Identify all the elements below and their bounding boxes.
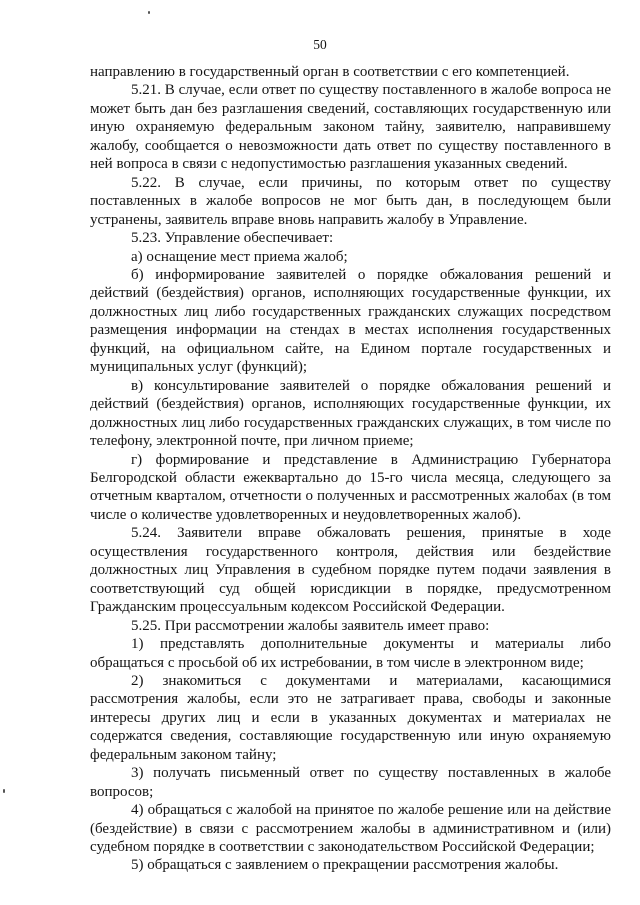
paragraph-5-23-a: а) оснащение мест приема жалоб; xyxy=(131,248,348,265)
paragraph-5-24: 5.24. Заявители вправе обжаловать решения, принятые в ходе осуществления государственного контроля, действия или бездействие должностных лиц Управления в судебном порядке путем подачи заявления в соответствующий суд общей юрисдикции в порядке, предусмотренном Гражданским процессуальным кодексом Российской Федерации. xyxy=(90,525,611,616)
paragraph-5-25-1: 1) представлять дополнительные документы и материалы либо обращаться с просьбой об их истребовании, в том числе в электронном виде; xyxy=(90,636,611,671)
paragraph-5-25-3: 3) получать письменный ответ по существу поставленных в жалобе вопросов; xyxy=(90,765,611,800)
paragraph-5-21: 5.21. В случае, если ответ по существу поставленного в жалобе вопроса не может быть дан без разглашения сведений, составляющих государственную или иную охраняемую федеральным законом тайну, заявителю, направившему жалобу, сообщается о невозможности дать ответ по существу поставленного в ней вопроса в связи с недопустимостью разглашения указанных сведений. xyxy=(90,82,611,173)
scan-speck-top xyxy=(148,11,150,14)
paragraph-5-25: 5.25. При рассмотрении жалобы заявитель имеет право: xyxy=(131,617,490,634)
paragraph-5-22: 5.22. В случае, если причины, по которым ответ по существу поставленных в жалобе вопросов не мог быть дан, в последующем были устранены, заявитель вправе вновь направить жалобу в Управление. xyxy=(90,174,611,228)
paragraph-5-25-2: 2) знакомиться с документами и материалами, касающимися рассмотрения жалобы, если это не затрагивает права, свободы и законные интересы других лиц и если в указанных документах и материалах не содержатся сведения, составляющие государственную или иную охраняемую федеральным законом тайну; xyxy=(90,672,611,763)
paragraph-5-23-v: в) консультирование заявителей о порядке обжалования решений и действий (бездействия) органов, исполняющих государственные функции, их должностных лиц либо государственных гражданских служащих, в том числе по телефону, электронной почте, при личном приеме; xyxy=(90,377,611,450)
paragraph-5-23-b: б) информирование заявителей о порядке обжалования решений и действий (бездействия) органов, исполняющих государственные функции, их должностных лиц либо государственных гражданских служащих посредством размещения информации на стендах в местах исполнения государственных функций, на официальном сайте, на Едином портале государственных и муниципальных услуг (функций); xyxy=(90,266,611,376)
document-body xyxy=(90,63,611,875)
scan-speck-left xyxy=(3,789,5,793)
paragraph-5-25-4: 4) обращаться с жалобой на принятое по жалобе решение или на действие (бездействие) в связи с рассмотрением жалобы в административном и (или) судебном порядке в соответствии с законодательством Российской Федерации; xyxy=(90,802,611,856)
page-number: 50 xyxy=(313,37,327,52)
paragraph-5-23-g: г) формирование и представление в Администрацию Губернатора Белгородской области ежеквартально до 15-го числа месяца, следующего за отчетным кварталом, отчетности о полученных и рассмотренных жалобах (в том числе о количестве удовлетворенных и неудовлетворенных жалоб). xyxy=(90,451,611,523)
paragraph-5-25-5: 5) обращаться с заявлением о прекращении рассмотрения жалобы. xyxy=(131,857,559,874)
paragraph-5-23: 5.23. Управление обеспечивает: xyxy=(131,230,334,247)
paragraph-continuation: направлению в государственный орган в соответствии с его компетенцией. xyxy=(90,64,570,80)
